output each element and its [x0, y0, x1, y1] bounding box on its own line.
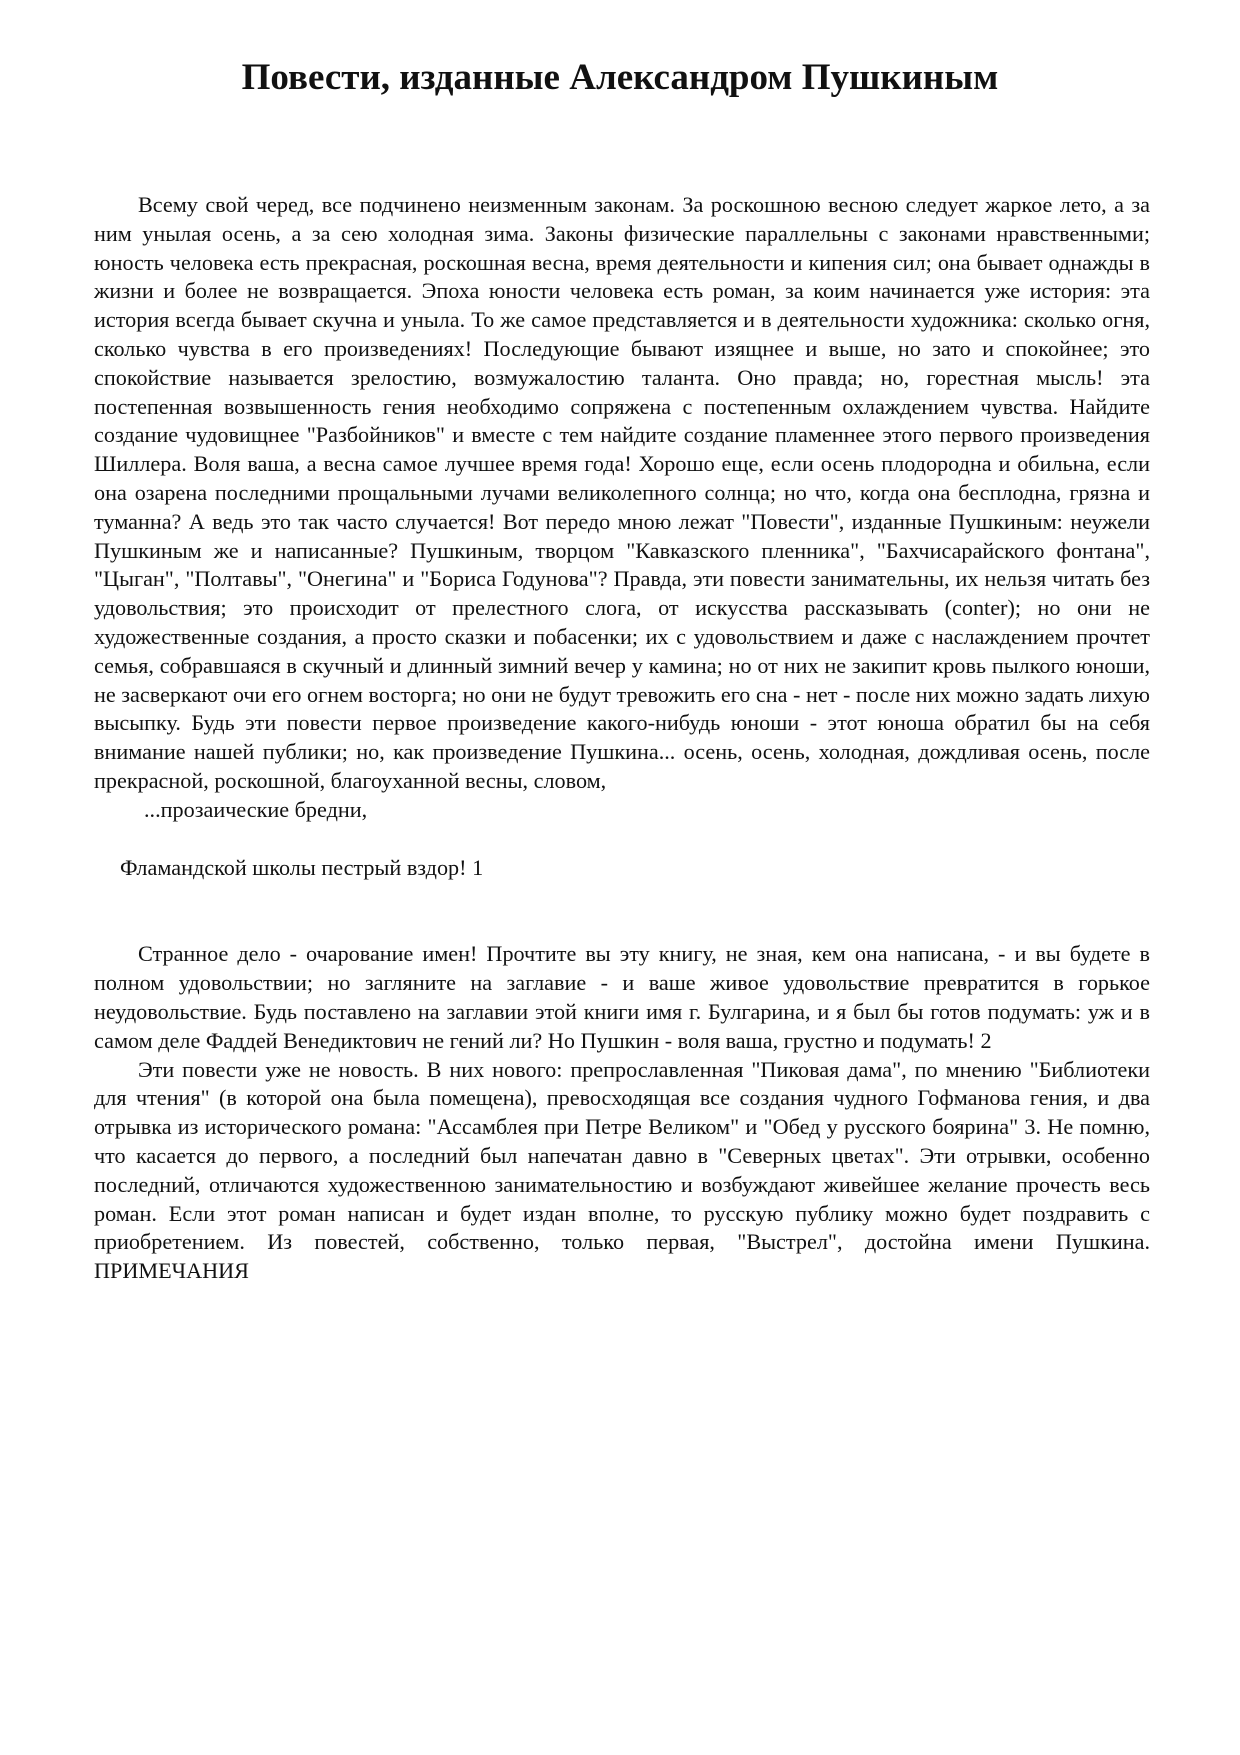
paragraph: Странное дело - очарование имен! Прочтите вы эту книгу, не зная, кем она написана, - и вы будете в полном удовольствии; но загляните на заглавие - и ваше живое удовольствие превратится в горькое неудовольствие. Будь поставлено на заглавии этой книги имя г. Булгарина, и я был бы готов подумать: уж и в самом деле Фаддей Венедиктович не гений ли? Но Пушкин - воля ваша, грустно и подумать! 2: [94, 941, 1150, 1053]
paragraph: Всему свой черед, все подчинено неизменным законам. За роскошною весною следует жаркое лето, а за ним унылая осень, а за сею холодная зима. Законы физические параллельны с законами нравственными; юность человека есть прекрасная, роскошная весна, время деятельности и кипения сил; она бывает однажды в жизни и более не возвращается. Эпоха юности человека есть роман, за коим начинается уже история: эта история всегда бывает скучна и уныла. То же самое представляется и в деятельности художника: сколько огня, сколько чувства в его произведениях! Последующие бывают изящнее и выше, но зато и спокойнее; это спокойствие называется зрелостию, возмужалостию таланта. Оно правда; но, горестная мысль! эта постепенная возвышенность гения необходимо сопряжена с постепенным охлаждением чувства. Найдите создание чудовищнее "Разбойников" и вместе с тем найдите создание пламеннее этого первого произведения Шиллера. Воля ваша, а весна самое лучшее время года! Хорошо еще, если осень плодородна и обильна, если она озарена последними прощальными лучами великолепного солнца; но что, когда она бесплодна, грязна и туманна? А ведь это так часто случается! Вот передо мною лежат "Повести", изданные Пушкиным: неужели Пушкиным же и написанные? Пушкиным, творцом "Кавказского пленника", "Бахчисарайского фонтана", "Цыган", "Полтавы", "Онегина" и "Бориса Годунова"? Правда, эти повести занимательны, их нельзя читать без удовольствия; это происходит от прелестного слога, от искусства рассказывать (conter); но они не художественные создания, а просто сказки и побасенки; их с удовольствием и даже с наслаждением прочтет семья, собравшаяся в скучный и длинный зимний вечер у камина; но от них не закипит кровь пылкого юноши, не засверкают очи его огнем восторга; но они не будут тревожить его сна - нет - после них можно задать лихую высыпку. Будь эти повести первое произведение какого-нибудь юноши - этот юноша обратил бы на себя внимание нашей публики; но, как произведение Пушкина... осень, осень, холодная, дождливая осень, после прекрасной, роскошной, благоуханной весны, словом,: [94, 192, 1150, 793]
document-body: [94, 191, 1150, 1286]
document-title: Повести, изданные Александром Пушкиным: [241, 57, 999, 98]
paragraph: Эти повести уже не новость. В них нового: препрославленная "Пиковая дама", по мнению "Библиотеки для чтения" (в которой она была помещена), превосходящая все создания чудного Гофманова гения, и два отрывка из исторического романа: "Ассамблея при Петре Великом" и "Обед у русского боярина" 3. Не помню, что касается до первого, а последний был напечатан давно в "Северных цветах". Эти отрывки, особенно последний, отличаются художественною занимательностию и возбуждают живейшее желание прочесть весь роман. Если этот роман написан и будет издан вполне, то русскую публику можно будет поздравить с приобретением. Из повестей, собственно, только первая, "Выстрел", достойна имени Пушкина. ПРИМЕЧАНИЯ: [94, 1056, 1150, 1284]
verse-line: Фламандской школы пестрый вздор! 1: [120, 854, 484, 880]
verse-line: ...прозаические бредни,: [144, 796, 368, 822]
